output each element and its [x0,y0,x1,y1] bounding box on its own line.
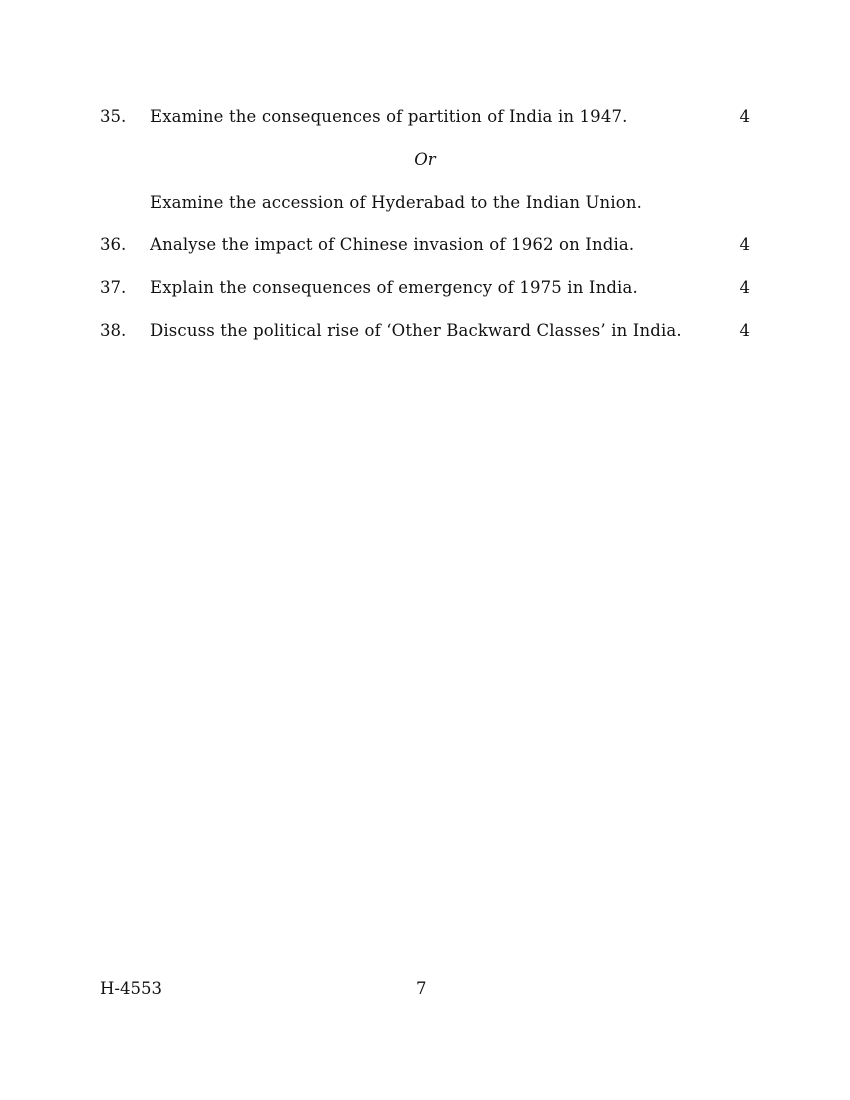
question-number: 36. [100,235,127,254]
question-text: Examine the consequences of partition of India in 1947. [150,107,628,126]
question-number: 37. [100,278,127,297]
question-number: 35. [100,107,127,126]
question-marks: 4 [739,278,750,297]
paper-code: H-4553 [100,979,162,998]
question-36 [0,233,850,257]
page-number: 7 [416,979,427,998]
question-marks: 4 [739,107,750,126]
question-35-alternative [0,191,850,215]
question-35 [0,105,850,129]
question-37 [0,276,850,300]
question-text: Discuss the political rise of ‘Other Backward Classes’ in India. [150,321,682,340]
question-marks: 4 [739,321,750,340]
question-number: 38. [100,321,127,340]
question-marks: 4 [739,235,750,254]
question-text: Analyse the impact of Chinese invasion of 1962 on India. [150,235,635,254]
question-38 [0,319,850,343]
or-separator: Or [414,150,436,169]
question-text: Explain the consequences of emergency of 1975 in India. [150,278,638,297]
question-alternative-text: Examine the accession of Hyderabad to the Indian Union. [150,193,643,212]
